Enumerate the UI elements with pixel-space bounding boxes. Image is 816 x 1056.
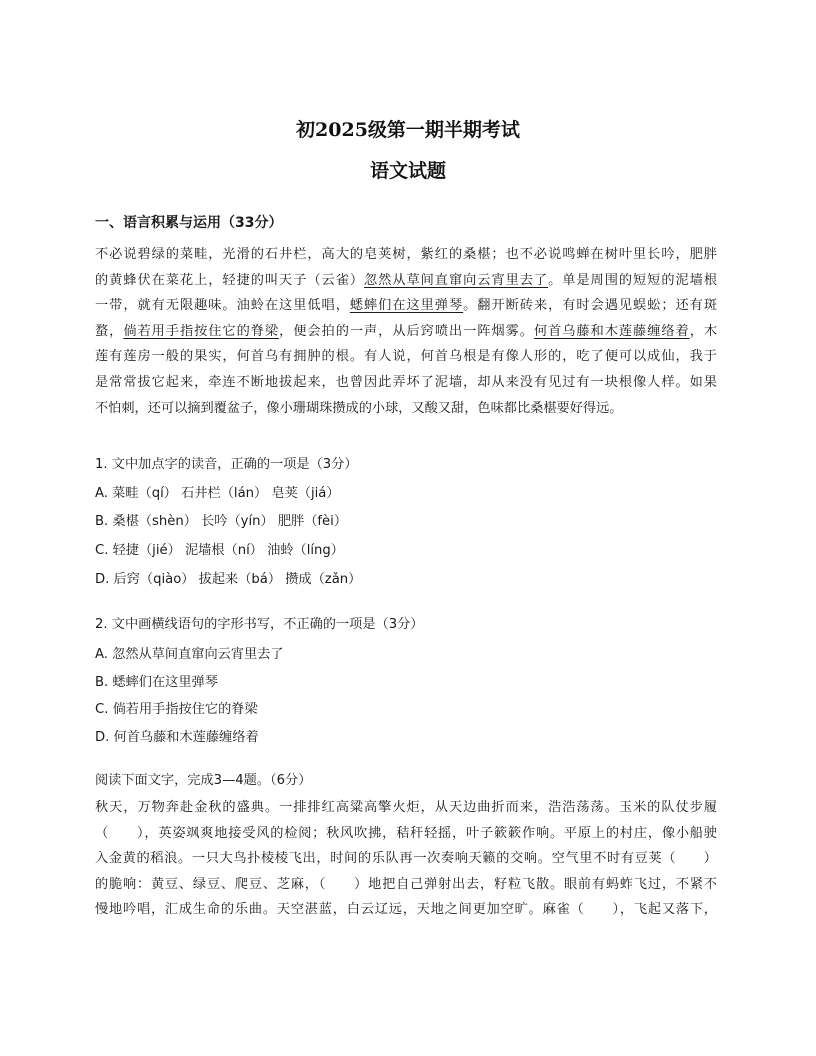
reading-intro: 阅读下面文字，完成3—4题。（6分）: [95, 773, 312, 788]
exam-subtitle: 语文试题: [369, 160, 446, 182]
passage-line: 不怕刺，还可以摘到覆盆子，像小珊瑚珠攒成的小球，又酸又甜，色味都比桑椹要好得远。: [95, 400, 623, 416]
text-span: ，便会拍的一声，从后窍喷出一阵烟雾。: [279, 323, 534, 339]
text-span: 。翻开断砖来，有时会遇见蜈蚣；还有斑: [463, 298, 718, 314]
text-span: 一带，就有无限趣味。油蛉在这里低唱，: [95, 298, 350, 314]
passage-line: 是常常拔它起来，牵连不断地拔起来，也曾因此弄坏了泥墙，却从来没有见过有一块根像人样。如果: [95, 374, 717, 390]
question-2-option-d: D. 何首乌藤和木莲藤缠络着: [95, 730, 259, 745]
passage-line: [95, 268, 717, 294]
question-2-option-a: A. 忽然从草间直窜向云宵里去了: [95, 647, 284, 662]
underlined-phrase: 忽然从草间直窜向云宵里去了: [364, 272, 549, 288]
passage-line: 莲有莲房一般的果实，何首乌有拥肿的根。有人说，何首乌根是有像人形的，吃了便可以成仙，我于: [95, 349, 717, 365]
passage-line: 慢地吟唱，汇成生命的乐曲。天空湛蓝，白云辽远，天地之间更加空旷。麻雀（ ），飞起又落下，: [95, 902, 717, 918]
passage-line: 入金黄的稻浪。一只大鸟扑棱棱飞出，时间的乐队再一次奏响天籁的交响。空气里不时有豆荚（ ）: [95, 851, 717, 867]
passage-line: （ ），英姿飒爽地接受风的检阅；秋风吹拂，秸秆轻摇，叶子簌簌作响。平原上的村庄，像小船驶: [95, 825, 717, 841]
underlined-phrase: 蟋蟀们在这里弹琴: [349, 298, 464, 314]
question-2-option-c: C. 倘若用手指按住它的脊梁: [95, 702, 258, 717]
question-1-option-a: A. 菜畦（qí） 石井栏（lán） 皂荚（jiá）: [95, 486, 340, 501]
question-1-option-c: C. 轻捷（jié） 泥墙根（ní） 油蛉（líng）: [95, 543, 344, 558]
underlined-phrase: 倘若用手指按住它的脊梁: [123, 323, 280, 339]
passage-line: [95, 319, 717, 345]
text-span: ，木: [689, 323, 718, 339]
question-2-option-b: B. 蟋蟀们在这里弹琴: [95, 675, 218, 690]
passage-1: [95, 242, 717, 421]
question-1-option-d: D. 后窍（qiào） 拔起来（bá） 攒成（zǎn）: [95, 572, 362, 587]
passage-line: [95, 293, 717, 319]
text-span: 的黄蜂伏在菜花上，轻捷的叫天子（云雀）: [95, 272, 365, 288]
exam-title: 初2025级第一期半期考试: [296, 119, 520, 141]
passage-line: 秋天，万物奔赴金秋的盛典。一排排红高粱高擎火炬，从天边曲折而来，浩浩荡荡。玉米的队仗步履: [95, 800, 717, 815]
question-1-option-b: B. 桑椹（shèn） 长吟（yín） 肥胖（fèi）: [95, 514, 348, 529]
underlined-phrase: 何首乌藤和木莲藤缠络着: [533, 323, 690, 339]
text-span: 蝥，: [95, 323, 124, 339]
question-2-stem: 2. 文中画横线语句的字形书写，不正确的一项是（3分）: [95, 617, 424, 632]
passage-line: 不必说碧绿的菜畦，光滑的石井栏，高大的皂荚树，紫红的桑椹；也不必说鸣蝉在树叶里长吟，肥胖: [95, 247, 717, 262]
section-heading: 一、语言积累与运用（33分）: [95, 215, 283, 231]
text-span: 。单是周围的短短的泥墙根: [548, 272, 718, 288]
passage-2: [95, 795, 717, 923]
passage-line: 的脆响：黄豆、绿豆、爬豆、芝麻，（ ）地把自己弹射出去，籽粒飞散。眼前有蚂蚱飞过，不紧不: [95, 876, 717, 892]
question-1-stem: 1. 文中加点字的读音，正确的一项是（3分）: [95, 457, 358, 472]
